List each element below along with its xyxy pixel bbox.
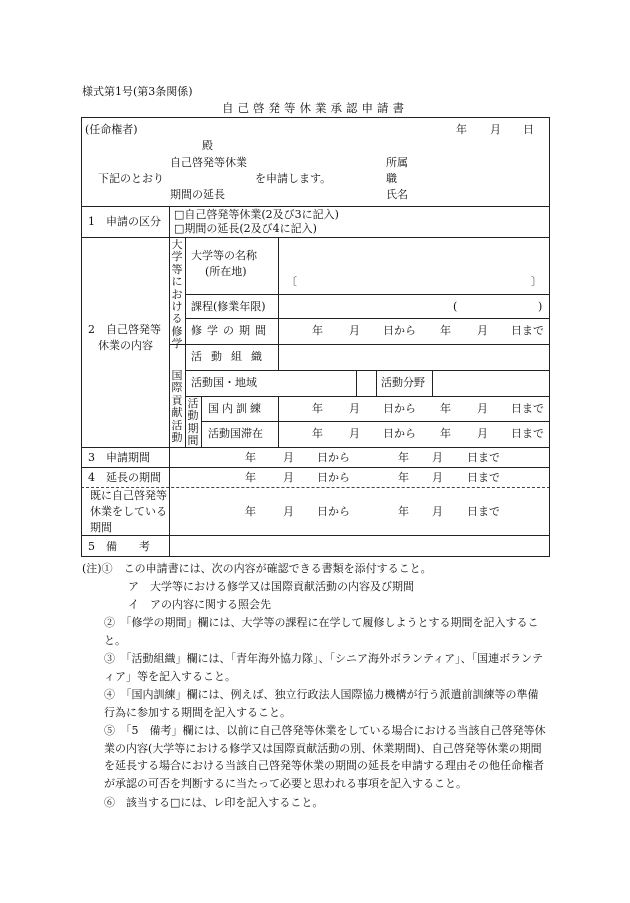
training-end-until: 日まで bbox=[511, 402, 544, 415]
apply-end-until: 日まで bbox=[467, 451, 500, 464]
paren-close: ) bbox=[538, 300, 543, 313]
course-field[interactable] bbox=[279, 295, 549, 318]
org-label: 活動組織 bbox=[191, 350, 271, 363]
country-label: 活動国・地域 bbox=[191, 376, 257, 389]
date-month: 月 bbox=[490, 123, 501, 136]
ext-start-from: 日から bbox=[317, 471, 350, 484]
stay-start-from: 日から bbox=[383, 427, 416, 440]
bracket-close: 〕 bbox=[531, 275, 542, 288]
activity-period-group-label: 活動期間 bbox=[187, 397, 199, 448]
country-field[interactable] bbox=[279, 371, 376, 396]
apply-start-year: 年 bbox=[245, 451, 256, 464]
apply-end-month: 月 bbox=[432, 451, 443, 464]
university-group-label: 大学等における修学 bbox=[171, 238, 183, 351]
body-suffix: を申請します。 bbox=[255, 172, 332, 185]
body-line1: 自己啓発等休業 bbox=[170, 156, 247, 169]
form-title: 自己啓発等休業承認申請書 bbox=[222, 101, 408, 115]
post-label: 職 bbox=[386, 172, 397, 185]
prev-start-month: 月 bbox=[283, 505, 294, 518]
university-name-field[interactable] bbox=[279, 238, 549, 294]
note-1b: イ アの内容に関する照会先 bbox=[128, 598, 271, 611]
study-start-from: 日から bbox=[383, 324, 416, 337]
to-suffix: 殿 bbox=[202, 139, 213, 152]
prev-end-month: 月 bbox=[432, 505, 443, 518]
training-start-month: 月 bbox=[349, 402, 360, 415]
ext-end-until: 日まで bbox=[467, 471, 500, 484]
paren-open: ( bbox=[453, 300, 458, 313]
form-number: 様式第1号(第3条関係) bbox=[82, 85, 193, 98]
stay-end-month: 月 bbox=[477, 427, 488, 440]
apply-start-from: 日から bbox=[317, 451, 350, 464]
prev-start-from: 日から bbox=[317, 505, 350, 518]
university-address-label: (所在地) bbox=[205, 265, 247, 278]
stay-start-year: 年 bbox=[312, 427, 323, 440]
note-5: ⑤ 「5 備考」欄には、以前に自己啓発等休業をしている場合における当該自己啓発等休業の内容(大学等における修学又は国際貢献活動の別、休業期間)、自己啓発等休業の期間を延長する場合における当該自己啓発等休業の期間の延長を申請する理由その他任命権者が承認の可否を判断するに当たって必要と思われる事項を記入すること。 bbox=[104, 724, 546, 790]
remarks-field[interactable] bbox=[170, 536, 549, 556]
training-start-from: 日から bbox=[383, 402, 416, 415]
ext-end-year: 年 bbox=[398, 471, 409, 484]
study-start-year: 年 bbox=[312, 324, 323, 337]
table-border-bottom bbox=[81, 556, 550, 557]
training-end-year: 年 bbox=[440, 402, 451, 415]
ext-end-month: 月 bbox=[432, 471, 443, 484]
apply-start-month: 月 bbox=[283, 451, 294, 464]
row2-label-line1: 2 自己啓発等 bbox=[88, 323, 161, 336]
note-1: (注)① この申請書には、次の内容が確認できる書類を添付すること。 bbox=[82, 562, 432, 575]
name-label: 氏名 bbox=[386, 188, 408, 201]
apply-end-year: 年 bbox=[398, 451, 409, 464]
date-day: 日 bbox=[523, 123, 534, 136]
note-1a: ア 大学等における修学又は国際貢献活動の内容及び期間 bbox=[128, 580, 414, 593]
body-prefix: 下記のとおり bbox=[98, 172, 164, 185]
note-2: ② 「修学の期間」欄には、大学等の課程に在学して履修しようとする期間を記入すること。 bbox=[104, 616, 539, 647]
date-year: 年 bbox=[456, 123, 467, 136]
org-field[interactable] bbox=[279, 345, 549, 370]
table-border-left bbox=[81, 117, 82, 557]
note-4: ④ 「国内訓練」欄には、例えば、独立行政法人国際協力機構が行う派遣前訓練等の準備行為に参加する期間を記入すること。 bbox=[104, 688, 539, 719]
ext-start-month: 月 bbox=[283, 471, 294, 484]
row4-label: 4 延長の期間 bbox=[88, 471, 161, 484]
ext-start-year: 年 bbox=[245, 471, 256, 484]
study-end-year: 年 bbox=[440, 324, 451, 337]
note-3: ③ 「活動組織」欄には、「青年海外協力隊」、「シニア海外ボランティア」、「国連ボランティア」等を記入すること。 bbox=[104, 652, 544, 683]
prev-end-until: 日まで bbox=[467, 505, 500, 518]
previous-period-label: 既に自己啓発等休業をしている期間 bbox=[90, 489, 167, 534]
stay-end-year: 年 bbox=[440, 427, 451, 440]
table-border-right bbox=[549, 117, 550, 557]
field-label: 活動分野 bbox=[381, 376, 425, 389]
stay-start-month: 月 bbox=[349, 427, 360, 440]
study-period-label: 修学の期間 bbox=[191, 324, 271, 337]
affiliation-label: 所属 bbox=[386, 156, 408, 169]
appointing-authority: (任命権者) bbox=[85, 123, 138, 136]
stay-end-until: 日まで bbox=[511, 427, 544, 440]
study-end-month: 月 bbox=[477, 324, 488, 337]
option-extension-checkbox[interactable]: □期間の延長(2及び4に記入) bbox=[174, 222, 317, 235]
domestic-training-label: 国内訓練 bbox=[208, 402, 264, 415]
study-start-month: 月 bbox=[349, 324, 360, 337]
university-name-label: 大学等の名称 bbox=[191, 249, 257, 262]
note-6: ⑥ 該当する□には、レ印を記入すること。 bbox=[104, 796, 324, 809]
bracket-open: 〔 bbox=[286, 275, 297, 288]
prev-end-year: 年 bbox=[398, 505, 409, 518]
training-start-year: 年 bbox=[312, 402, 323, 415]
field-input[interactable] bbox=[433, 371, 549, 396]
course-label: 課程(修業年限) bbox=[191, 300, 266, 313]
row2-label-line2: 休業の内容 bbox=[98, 339, 153, 352]
option-holiday-checkbox[interactable]: □自己啓発等休業(2及び3に記入) bbox=[174, 208, 339, 221]
prev-start-year: 年 bbox=[245, 505, 256, 518]
table-border-top bbox=[81, 117, 550, 118]
row5-label: 5 備 考 bbox=[88, 540, 150, 553]
row3-label: 3 申請期間 bbox=[88, 451, 150, 464]
overseas-stay-label: 活動国滞在 bbox=[208, 427, 263, 440]
intl-group-label: 国際貢献活動 bbox=[171, 369, 183, 445]
row1-label: 1 申請の区分 bbox=[88, 215, 161, 228]
training-end-month: 月 bbox=[477, 402, 488, 415]
study-end-until: 日まで bbox=[511, 324, 544, 337]
body-line3: 期間の延長 bbox=[170, 188, 225, 201]
